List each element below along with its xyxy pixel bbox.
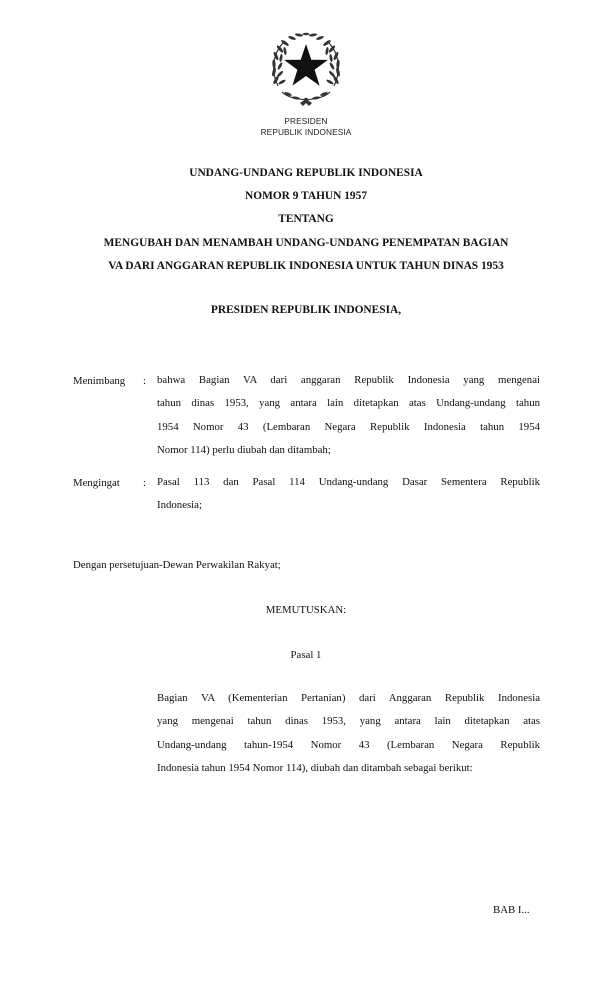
pasal-1-text (157, 687, 540, 781)
pasal-1-heading: Pasal 1 (290, 649, 322, 661)
title-subject-line-2: VA DARI ANGGARAN REPUBLIK INDONESIA UNTUK TAHUN DINAS 1953 (108, 260, 504, 272)
mengingat-label: Mengingat (73, 477, 120, 489)
title-tentang: TENTANG (278, 213, 334, 225)
menimbang-colon: : (143, 375, 146, 387)
header-republik-indonesia: REPUBLIK INDONESIA (260, 127, 352, 137)
mengingat-line: Indonesia; (157, 499, 202, 512)
issuer-heading: PRESIDEN REPUBLIK INDONESIA, (210, 304, 402, 316)
menimbang-line: bahwa Bagian VA dari anggaran Republik Indonesia yang mengenai (157, 374, 540, 386)
menimbang-text (157, 369, 540, 463)
next-page-marker: BAB I... (493, 904, 530, 916)
menimbang-line: Nomor 114) perlu diubah dan ditambah; (157, 444, 331, 457)
mengingat-text (157, 471, 540, 518)
menimbang-label: Menimbang (73, 375, 126, 387)
title-law-number: NOMOR 9 TAHUN 1957 (244, 190, 368, 202)
menimbang-line: 1954 Nomor 43 (Lembaran Negara Republik Indonesia tahun 1954 (157, 420, 540, 433)
pasal-1-line: Undang-undang tahun-1954 Nomor 43 (Lembaran Negara Republik (157, 738, 540, 751)
memutuskan-heading: MEMUTUSKAN: (265, 604, 347, 616)
mengingat-line: Pasal 113 dan Pasal 114 Undang-undang Dasar Sementera Republik (157, 476, 540, 488)
pasal-1-line: Bagian VA (Kementerian Pertanian) dari Anggaran Republik Indonesia (157, 692, 540, 704)
mengingat-colon: : (143, 477, 146, 489)
presidential-emblem-icon (268, 30, 344, 110)
header-president: PRESIDEN (284, 116, 328, 126)
persetujuan-text: Dengan persetujuan-Dewan Perwakilan Rakyat; (73, 559, 281, 571)
title-subject-line-1: MENGUBAH DAN MENAMBAH UNDANG-UNDANG PENEMPATAN BAGIAN (103, 237, 509, 249)
pasal-1-line: Indonesia tahun 1954 Nomor 114), diubah dan ditambah sebagai berikut: (157, 762, 473, 775)
pasal-1-line: yang mengenai tahun dinas 1953, yang antara lain ditetapkan atas (157, 715, 540, 728)
menimbang-line: tahun dinas 1953, yang antara lain ditetapkan atas Undang-undang tahun (157, 397, 540, 410)
title-law-type: UNDANG-UNDANG REPUBLIK INDONESIA (189, 167, 423, 179)
